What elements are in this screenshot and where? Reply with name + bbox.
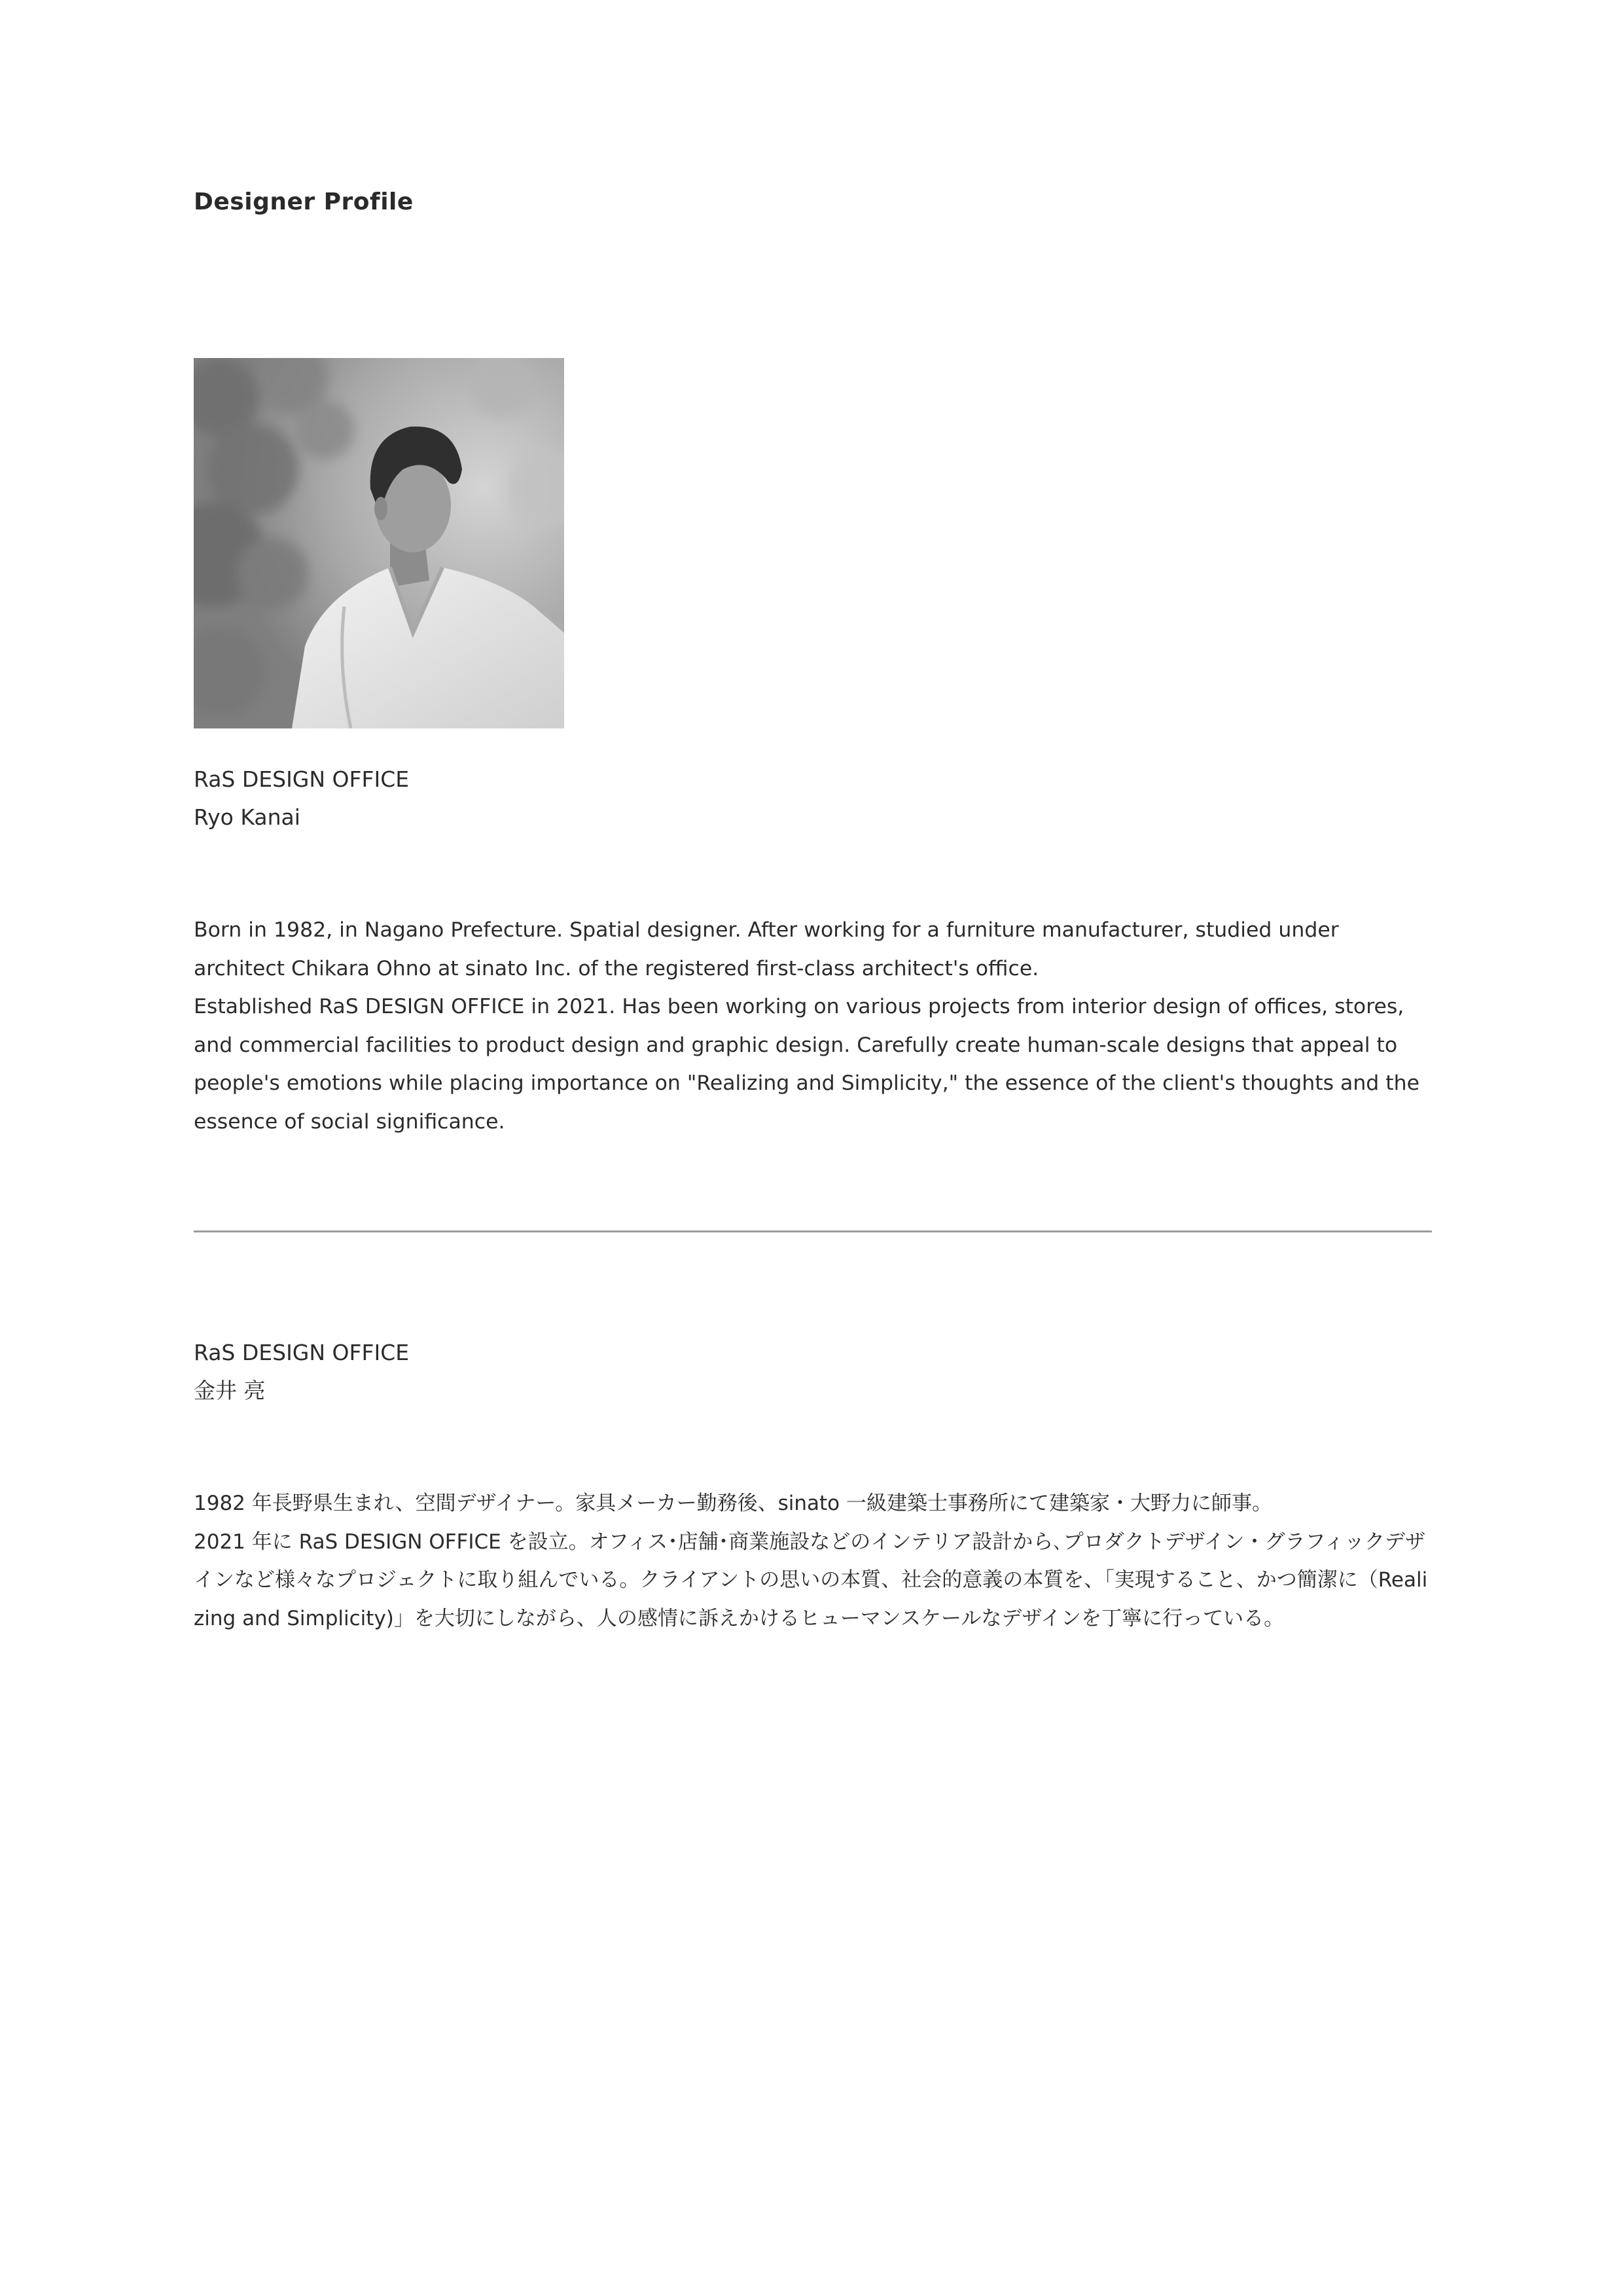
japanese-credit xyxy=(194,1334,409,1410)
designer-name: Ryo Kanai xyxy=(194,804,300,830)
designer-name: 金井 亮 xyxy=(194,1378,266,1403)
office-name: RaS DESIGN OFFICE xyxy=(194,766,410,792)
bio-paragraph: Established RaS DESIGN OFFICE in 2021. Has been working on various projects from interior design of offices, stores, and commercial facilities to product design and graphic design. Carefully create human-scale designs that appeal to people's emotions while placing importance on "Realizing and Simplicity," the essence of the client's thoughts and the essence of social significance. xyxy=(194,995,1420,1134)
japanese-biography xyxy=(194,1484,1432,1638)
english-credit xyxy=(194,761,409,836)
bio-paragraph: 1982 年長野県生まれ、空間デザイナー。家具メーカー勤務後、sinato 一級建築士事務所にて建築家・大野力に師事。 xyxy=(194,1492,1272,1515)
english-biography xyxy=(194,911,1432,1141)
bio-paragraph: Born in 1982, in Nagano Prefecture. Spatial designer. After working for a furniture manufacturer, studied under architect Chikara Ohno at sinato Inc. of the registered first-class architect's office. xyxy=(194,918,1339,980)
office-name: RaS DESIGN OFFICE xyxy=(194,1340,410,1365)
section-divider xyxy=(194,1230,1432,1232)
portrait-photo-icon xyxy=(194,358,564,728)
designer-portrait-photo xyxy=(194,358,564,728)
bio-paragraph: 2021 年に RaS DESIGN OFFICE を設立。オフィス･店舗･商業施設などのインテリア設計から､プロダクトデザイン・グラフィックデザインなど様々なプロジェクトに取り組んでいる。クライアントの思いの本質、社会的意義の本質を、「実現すること、かつ簡潔に（Realizing and Simplicity)」を大切にしながら、人の感情に訴えかけるヒューマンスケールなデザインを丁寧に行っている。 xyxy=(194,1530,1428,1630)
page-title: Designer Profile xyxy=(194,188,414,215)
